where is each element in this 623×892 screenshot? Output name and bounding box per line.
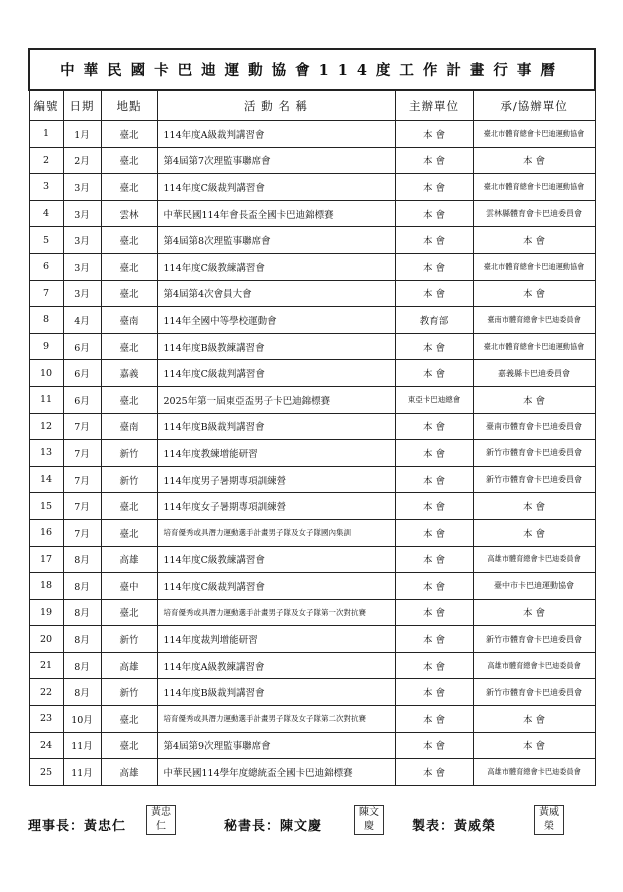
cell-co-organizer: 高雄市體育總會卡巴迪委員會 — [473, 546, 595, 573]
cell-place: 臺南 — [101, 307, 157, 334]
table-row — [29, 200, 595, 227]
cell-activity: 114年度裁判增能研習 — [157, 626, 395, 653]
cell-date: 8月 — [63, 599, 101, 626]
cell-activity: 114年度A級裁判講習會 — [157, 121, 395, 148]
cell-number: 15 — [29, 493, 63, 520]
table-row — [29, 413, 595, 440]
cell-host: 本 會 — [395, 227, 473, 254]
cell-co-organizer: 臺北市體育總會卡巴迪運動協會 — [473, 121, 595, 148]
cell-host: 本 會 — [395, 280, 473, 307]
cell-number: 16 — [29, 519, 63, 546]
cell-number: 9 — [29, 333, 63, 360]
secretary-seal: 陳文慶 — [354, 805, 384, 835]
cell-number: 18 — [29, 573, 63, 600]
cell-place: 高雄 — [101, 652, 157, 679]
cell-date: 8月 — [63, 679, 101, 706]
cell-host: 本 會 — [395, 679, 473, 706]
cell-place: 臺北 — [101, 519, 157, 546]
cell-place: 臺北 — [101, 174, 157, 201]
cell-activity: 114年度女子暑期專項訓練營 — [157, 493, 395, 520]
cell-place: 高雄 — [101, 546, 157, 573]
header-date: 日期 — [63, 90, 101, 121]
table-row — [29, 599, 595, 626]
table-row — [29, 493, 595, 520]
table-row — [29, 546, 595, 573]
cell-activity: 第4屆第7次理監事聯席會 — [157, 147, 395, 174]
cell-date: 8月 — [63, 573, 101, 600]
cell-date: 4月 — [63, 307, 101, 334]
cell-date: 7月 — [63, 413, 101, 440]
table-row — [29, 147, 595, 174]
cell-activity: 第4屆第8次理監事聯席會 — [157, 227, 395, 254]
cell-host: 本 會 — [395, 413, 473, 440]
table-row — [29, 652, 595, 679]
cell-place: 臺北 — [101, 280, 157, 307]
cell-activity: 中華民國114年會長盃全國卡巴迪錦標賽 — [157, 200, 395, 227]
cell-date: 3月 — [63, 174, 101, 201]
table-row — [29, 307, 595, 334]
cell-co-organizer: 本 會 — [473, 227, 595, 254]
table-row — [29, 759, 595, 786]
maker-signature: 製表：黃威榮 — [412, 819, 497, 834]
cell-activity: 中華民國114學年度總統盃全國卡巴迪錦標賽 — [157, 759, 395, 786]
cell-place: 臺北 — [101, 147, 157, 174]
cell-co-organizer: 臺北市體育總會卡巴迪運動協會 — [473, 174, 595, 201]
cell-co-organizer: 新竹市體育會卡巴迪委員會 — [473, 679, 595, 706]
cell-co-organizer: 本 會 — [473, 386, 595, 413]
header-number: 編號 — [29, 90, 63, 121]
cell-co-organizer: 本 會 — [473, 519, 595, 546]
cell-host: 本 會 — [395, 360, 473, 387]
cell-host: 本 會 — [395, 333, 473, 360]
cell-number: 21 — [29, 652, 63, 679]
table-row — [29, 253, 595, 280]
cell-co-organizer: 本 會 — [473, 599, 595, 626]
cell-date: 11月 — [63, 759, 101, 786]
cell-date: 3月 — [63, 253, 101, 280]
cell-activity: 第4屆第9次理監事聯席會 — [157, 732, 395, 759]
cell-activity: 114年度A級教練講習會 — [157, 652, 395, 679]
cell-co-organizer: 新竹市體育會卡巴迪委員會 — [473, 466, 595, 493]
cell-place: 臺北 — [101, 386, 157, 413]
cell-host: 本 會 — [395, 147, 473, 174]
cell-host: 本 會 — [395, 121, 473, 148]
signature-footer — [0, 805, 623, 855]
cell-host: 教育部 — [395, 307, 473, 334]
cell-host: 本 會 — [395, 440, 473, 467]
cell-date: 8月 — [63, 652, 101, 679]
cell-co-organizer: 高雄市體育總會卡巴迪委員會 — [473, 759, 595, 786]
table-row — [29, 732, 595, 759]
cell-co-organizer: 本 會 — [473, 280, 595, 307]
cell-place: 高雄 — [101, 759, 157, 786]
cell-activity: 114年度B級教練講習會 — [157, 333, 395, 360]
cell-date: 3月 — [63, 227, 101, 254]
cell-activity: 114年度B級裁判講習會 — [157, 413, 395, 440]
cell-co-organizer: 臺北市體育總會卡巴迪運動協會 — [473, 253, 595, 280]
chairman-seal: 黃忠仁 — [146, 805, 176, 835]
cell-host: 本 會 — [395, 519, 473, 546]
cell-host: 本 會 — [395, 706, 473, 733]
cell-number: 5 — [29, 227, 63, 254]
header-host: 主辦單位 — [395, 90, 473, 121]
header-place: 地點 — [101, 90, 157, 121]
cell-co-organizer: 臺中市卡巴迪運動協會 — [473, 573, 595, 600]
cell-co-organizer: 高雄市體育總會卡巴迪委員會 — [473, 652, 595, 679]
cell-date: 7月 — [63, 519, 101, 546]
table-row — [29, 386, 595, 413]
cell-activity: 114年全國中等學校運動會 — [157, 307, 395, 334]
cell-date: 7月 — [63, 493, 101, 520]
table-row — [29, 573, 595, 600]
table-row — [29, 626, 595, 653]
table-row — [29, 227, 595, 254]
cell-date: 2月 — [63, 147, 101, 174]
cell-co-organizer: 新竹市體育會卡巴迪委員會 — [473, 440, 595, 467]
cell-co-organizer: 臺北市體育總會卡巴迪運動協會 — [473, 333, 595, 360]
cell-co-organizer: 雲林縣體育會卡巴迪委員會 — [473, 200, 595, 227]
cell-activity: 培育優秀或具潛力運動選手計畫男子隊及女子隊第一次對抗賽 — [157, 599, 395, 626]
cell-place: 新竹 — [101, 440, 157, 467]
table-row — [29, 121, 595, 148]
cell-number: 25 — [29, 759, 63, 786]
cell-number: 13 — [29, 440, 63, 467]
schedule-document — [28, 48, 594, 786]
cell-number: 4 — [29, 200, 63, 227]
cell-number: 23 — [29, 706, 63, 733]
cell-number: 11 — [29, 386, 63, 413]
cell-number: 6 — [29, 253, 63, 280]
table-row — [29, 466, 595, 493]
cell-number: 7 — [29, 280, 63, 307]
header-co-organizer: 承/協辦單位 — [473, 90, 595, 121]
maker-seal: 黃威榮 — [534, 805, 564, 835]
cell-host: 本 會 — [395, 626, 473, 653]
cell-host: 本 會 — [395, 174, 473, 201]
table-row — [29, 679, 595, 706]
cell-date: 6月 — [63, 360, 101, 387]
cell-place: 臺北 — [101, 227, 157, 254]
cell-co-organizer: 本 會 — [473, 147, 595, 174]
cell-date: 11月 — [63, 732, 101, 759]
document-title: 中華民國卡巴迪運動協會114度工作計畫行事曆 — [29, 49, 595, 90]
table-row — [29, 280, 595, 307]
cell-number: 8 — [29, 307, 63, 334]
table-body — [29, 121, 595, 786]
table-row — [29, 174, 595, 201]
table-row — [29, 440, 595, 467]
cell-host: 本 會 — [395, 759, 473, 786]
table-header-row — [29, 90, 595, 121]
cell-activity: 114年度C級裁判講習會 — [157, 360, 395, 387]
cell-co-organizer: 新竹市體育會卡巴迪委員會 — [473, 626, 595, 653]
cell-host: 本 會 — [395, 493, 473, 520]
cell-number: 1 — [29, 121, 63, 148]
cell-place: 新竹 — [101, 626, 157, 653]
cell-number: 20 — [29, 626, 63, 653]
cell-date: 7月 — [63, 440, 101, 467]
cell-number: 19 — [29, 599, 63, 626]
cell-date: 6月 — [63, 333, 101, 360]
cell-date: 8月 — [63, 546, 101, 573]
cell-place: 臺北 — [101, 599, 157, 626]
cell-number: 3 — [29, 174, 63, 201]
cell-co-organizer: 本 會 — [473, 732, 595, 759]
cell-date: 1月 — [63, 121, 101, 148]
cell-host: 東亞卡巴迪總會 — [395, 386, 473, 413]
cell-date: 7月 — [63, 466, 101, 493]
cell-date: 3月 — [63, 200, 101, 227]
table-row — [29, 360, 595, 387]
header-activity: 活 動 名 稱 — [157, 90, 395, 121]
cell-date: 3月 — [63, 280, 101, 307]
cell-co-organizer: 嘉義縣卡巴迪委員會 — [473, 360, 595, 387]
cell-place: 新竹 — [101, 679, 157, 706]
cell-activity: 2025年第一屆東亞盃男子卡巴迪錦標賽 — [157, 386, 395, 413]
cell-place: 臺北 — [101, 732, 157, 759]
table-row — [29, 333, 595, 360]
cell-activity: 114年度C級裁判講習會 — [157, 174, 395, 201]
cell-number: 17 — [29, 546, 63, 573]
cell-place: 臺北 — [101, 253, 157, 280]
cell-host: 本 會 — [395, 253, 473, 280]
cell-activity: 培育優秀或具潛力運動選手計畫男子隊及女子隊第二次對抗賽 — [157, 706, 395, 733]
cell-co-organizer: 本 會 — [473, 493, 595, 520]
schedule-table — [28, 48, 596, 786]
cell-place: 臺北 — [101, 706, 157, 733]
cell-place: 雲林 — [101, 200, 157, 227]
cell-host: 本 會 — [395, 599, 473, 626]
cell-number: 24 — [29, 732, 63, 759]
cell-number: 12 — [29, 413, 63, 440]
cell-host: 本 會 — [395, 546, 473, 573]
cell-activity: 114年度教練增能研習 — [157, 440, 395, 467]
cell-place: 臺中 — [101, 573, 157, 600]
cell-number: 10 — [29, 360, 63, 387]
table-row — [29, 706, 595, 733]
cell-host: 本 會 — [395, 200, 473, 227]
cell-place: 新竹 — [101, 466, 157, 493]
secretary-signature: 秘書長：陳文慶 — [224, 819, 323, 834]
cell-activity: 114年度C級教練講習會 — [157, 546, 395, 573]
cell-date: 6月 — [63, 386, 101, 413]
cell-host: 本 會 — [395, 732, 473, 759]
cell-place: 臺北 — [101, 333, 157, 360]
cell-host: 本 會 — [395, 466, 473, 493]
cell-co-organizer: 本 會 — [473, 706, 595, 733]
cell-number: 2 — [29, 147, 63, 174]
table-row — [29, 519, 595, 546]
cell-number: 14 — [29, 466, 63, 493]
cell-activity: 114年度C級裁判講習會 — [157, 573, 395, 600]
chairman-signature: 理事長：黃忠仁 — [28, 819, 127, 834]
cell-place: 臺南 — [101, 413, 157, 440]
cell-place: 嘉義 — [101, 360, 157, 387]
cell-co-organizer: 臺南市體育會卡巴迪委員會 — [473, 413, 595, 440]
cell-host: 本 會 — [395, 573, 473, 600]
cell-activity: 114年度C級教練講習會 — [157, 253, 395, 280]
cell-activity: 114年度B級裁判講習會 — [157, 679, 395, 706]
cell-number: 22 — [29, 679, 63, 706]
cell-activity: 114年度男子暑期專項訓練營 — [157, 466, 395, 493]
cell-co-organizer: 臺南市體育總會卡巴迪委員會 — [473, 307, 595, 334]
cell-host: 本 會 — [395, 652, 473, 679]
cell-date: 10月 — [63, 706, 101, 733]
cell-activity: 第4屆第4次會員大會 — [157, 280, 395, 307]
cell-place: 臺北 — [101, 121, 157, 148]
cell-date: 8月 — [63, 626, 101, 653]
cell-place: 臺北 — [101, 493, 157, 520]
cell-activity: 培育優秀或具潛力運動選手計畫男子隊及女子隊國內集訓 — [157, 519, 395, 546]
